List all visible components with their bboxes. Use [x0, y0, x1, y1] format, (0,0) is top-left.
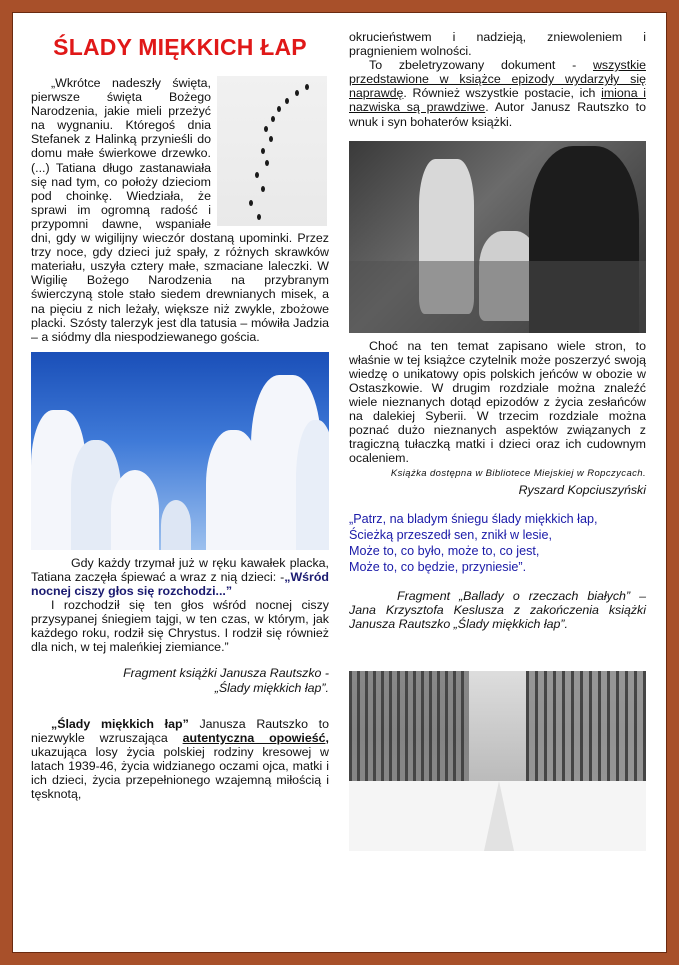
fragment-credit-line-2: „Ślady miękkich łap”.: [214, 680, 329, 695]
true-names-emphasis: imiona i nazwiska są prawdziwe: [349, 86, 646, 115]
library-availability: Książka dostępna w Bibliotece Miejskiej w Ropczycach.: [390, 467, 646, 479]
left-paragraph-1: „Wkrótce nadeszły święta, pierwsze święta Bożego Narodzenia, jakie mieli przeżyć na wygnaniu. Któregoś dnia Stefanek z Halinką przynieśli do domu małe świerkowe drzewko. (...) Tatiana długo zastanawiała się nad tym, co położy dzieciom pod choinkę. Wiedziała, że sprawi im ogromną radość i przypomni dawne, wspaniałe dni, gdy w wigilijny wieczór dostaną upominki. Przez trzy noce, gdy dzieci już spały, z różnych skrawków materiału, uszyła cztery małe, szmaciane laleczki. W Wigilię Bożego Narodzenia na przybranym świerczyną stole stało siedem drewnianych misek, a na pięciu z nich leżały, większe niż zwykle, zbożowe placki. Szósty talerzyk jest dla tatusia – mówiła Jadzia – a siódmy dla niespodziewanego gościa.: [31, 76, 329, 344]
left-paragraph-4: [31, 717, 329, 802]
p4-text-b: ukazująca losy życia polskiej rodziny kresowej w latach 1939-46, życia widzianego oczami ojca, matki i ich dzieci, życia przepełnionego wzajemną miłością i tęsknotą,: [31, 744, 329, 802]
book-title: „Ślady miękkich łap”: [51, 716, 189, 731]
snowy-forest-photo: [31, 352, 329, 550]
left-paragraph-3: I rozchodził się ten głos wśród nocnej ciszy przysypanej śniegiem tajgi, w ten czas, w którym, jak każdego roku, rodził się Chrystus. I rodził się również dla nich, w tej maleńkiej ziemiance.”: [31, 598, 329, 655]
poem-fragment-credit: Fragment „Ballady o rzeczach białych” – Jana Krzysztofa Keslusza z zakończenia książki Janusza Rautszko „Ślady miękkich łap”.: [349, 588, 646, 631]
fragment-credit-line-1: Fragment książki Janusza Rautszko -: [123, 666, 329, 681]
article-title: ŚLADY MIĘKKICH ŁAP: [53, 34, 307, 60]
poem-line: Ścieżką przeszedł sen, znikł w lesie,: [349, 527, 552, 542]
p2-text-b: . Również wszystkie postacie, ich: [403, 86, 602, 101]
carol-title: „Wśród nocnej ciszy głos się rozchodzi...”: [31, 569, 329, 598]
authentic-story-emphasis: autentyczna opowieść,: [182, 730, 329, 745]
left-paragraph-2: [31, 556, 329, 598]
article-author: Ryszard Kopciuszyński: [518, 482, 646, 497]
right-paragraph-2: [349, 58, 646, 128]
poem-line: „Patrz, na bladym śniegu ślady miękkich łap,: [349, 511, 598, 526]
p2-text-a: To zbeletryzowany dokument -: [369, 58, 593, 73]
p2-text-c: . Autor Janusz Rautszko to wnuk i syn bohaterów książki.: [349, 100, 647, 129]
footprints-in-snow-photo: [217, 76, 327, 226]
winter-road-forest-photo: [349, 671, 646, 851]
true-events-emphasis: wszystkie przedstawione w książce epizody wydarzyły się naprawdę: [349, 58, 646, 101]
right-paragraph-3: Choć na ten temat zapisano wiele stron, to właśnie w tej książce czytelnik może poszerzyć swoją wiedzę o unikatowy opis polskich jeńców w obozie w Ostaszkowie. W drugim rozdziale można znaleźć wiele nieznanych dotąd epizodów z życia zesłańców na dalekiej Syberii. W trzecim rozdziale można poznać dużo nieznanych aspektów związanych z tragiczną tułaczką matki i dzieci oraz ich cudownym ocaleniem.: [349, 338, 646, 466]
p4-text-a: Janusza Rautszko to niezwykle wzruszająca: [31, 716, 329, 745]
poem-line: Może to, co będzie, przyniesie”.: [349, 559, 527, 574]
right-column: [349, 30, 646, 851]
poem-quote: [349, 511, 646, 575]
poem-line: Może to, co było, może to, co jest,: [349, 543, 540, 558]
left-column: [31, 30, 329, 801]
right-paragraph-1: okrucieństwem i nadzieją, zniewoleniem i pragnieniem wolności.: [349, 30, 646, 59]
family-portrait-photo: [349, 141, 646, 333]
paragraph-2-text: Gdy każdy trzymał już w ręku kawałek placka, Tatiana zaczęła śpiewać a wraz z nią dzieci: -: [31, 555, 329, 584]
